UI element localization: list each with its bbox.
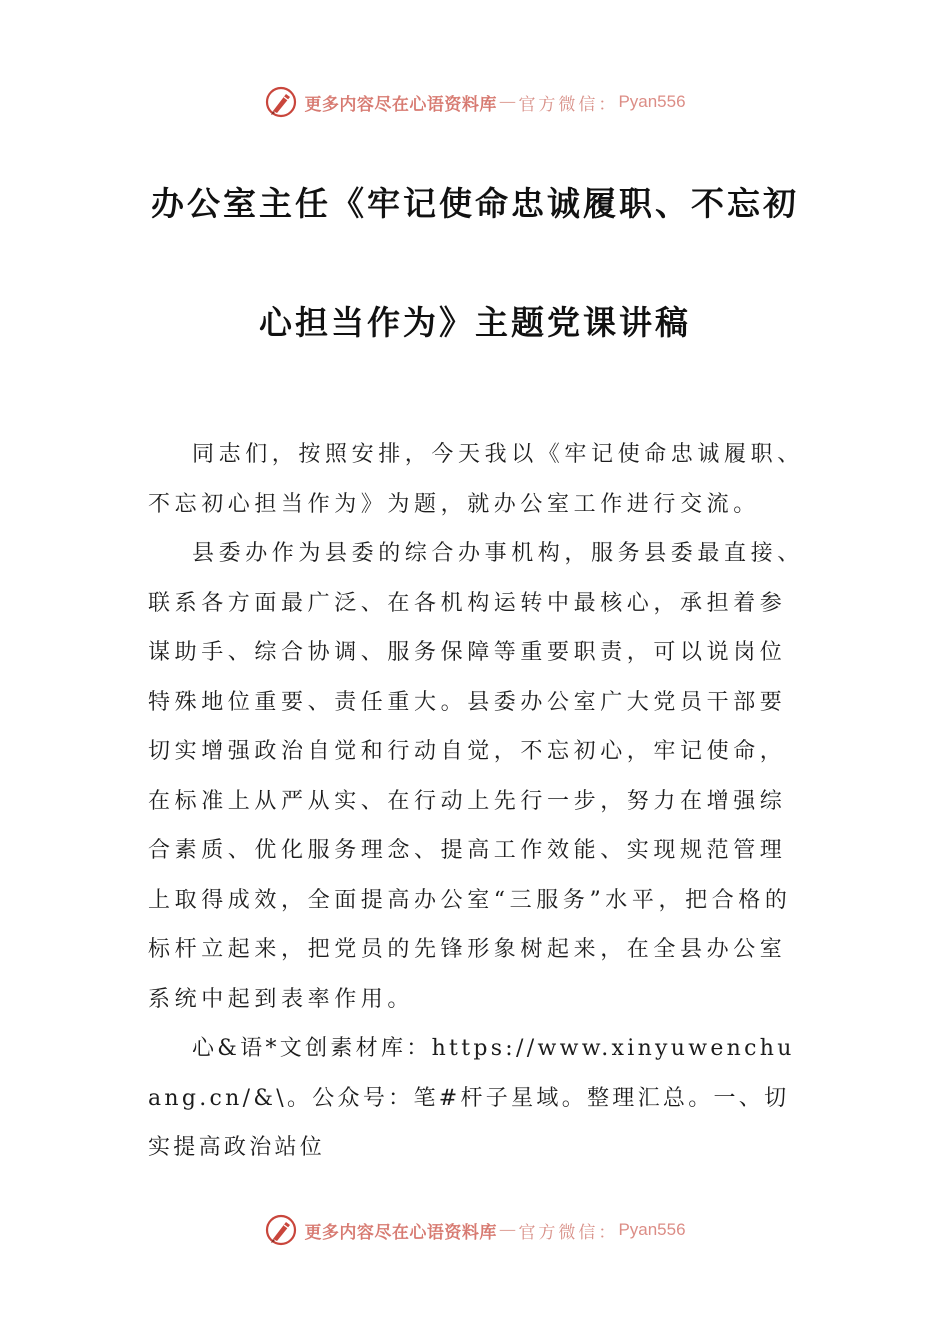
pen-circle-logo-icon — [264, 1213, 298, 1247]
banner-wechat-id: Pyan556 — [618, 92, 686, 111]
banner-wechat-id: Pyan556 — [618, 1220, 686, 1239]
banner-main-text: 更多内容尽在心语资料库 — [304, 1222, 497, 1243]
header-watermark-banner — [0, 82, 950, 122]
document-body — [148, 430, 810, 1173]
document-title-line-2: 心担当作为》主题党课讲稿 — [259, 303, 691, 342]
banner-official-label: 官方微信： — [518, 1222, 619, 1243]
pen-circle-logo-icon — [264, 85, 298, 119]
paragraph-1: 同志们，按照安排，今天我以《牢记使命忠诚履职、不忘初心担当作为》为题，就办公室工作进行交流。 — [148, 442, 804, 517]
paragraph-2: 县委办作为县委的综合办事机构，服务县委最直接、联系各方面最广泛、在各机构运转中最核心，承担着参谋助手、综合协调、服务保障等重要职责，可以说岗位特殊地位重要、责任重大。县委办公室广大党员干部要切实增强政治自觉和行动自觉，不忘初心，牢记使命，在标准上从严从实、在行动上先行一步，努力在增强综合素质、优化服务理念、提高工作效能、实现规范管理上取得成效，全面提高办公室“三服务”水平，把合格的标杆立起来，把党员的先锋形象树起来，在全县办公室系统中起到表率作用。 — [148, 541, 804, 1012]
banner-dash: — — [498, 92, 517, 112]
banner-dash: — — [498, 1220, 517, 1240]
paragraph-3: 心&语*文创素材库：https://www.xinyuwenchuang.cn/&\。公众号：笔#杆子星域。整理汇总。一、切实提高政治站位 — [148, 1036, 795, 1160]
document-title-line-1: 办公室主任《牢记使命忠诚履职、不忘初 — [151, 184, 799, 223]
banner-main-text: 更多内容尽在心语资料库 — [304, 94, 497, 115]
footer-watermark-banner — [0, 1210, 950, 1250]
banner-official-label: 官方微信： — [518, 94, 619, 115]
